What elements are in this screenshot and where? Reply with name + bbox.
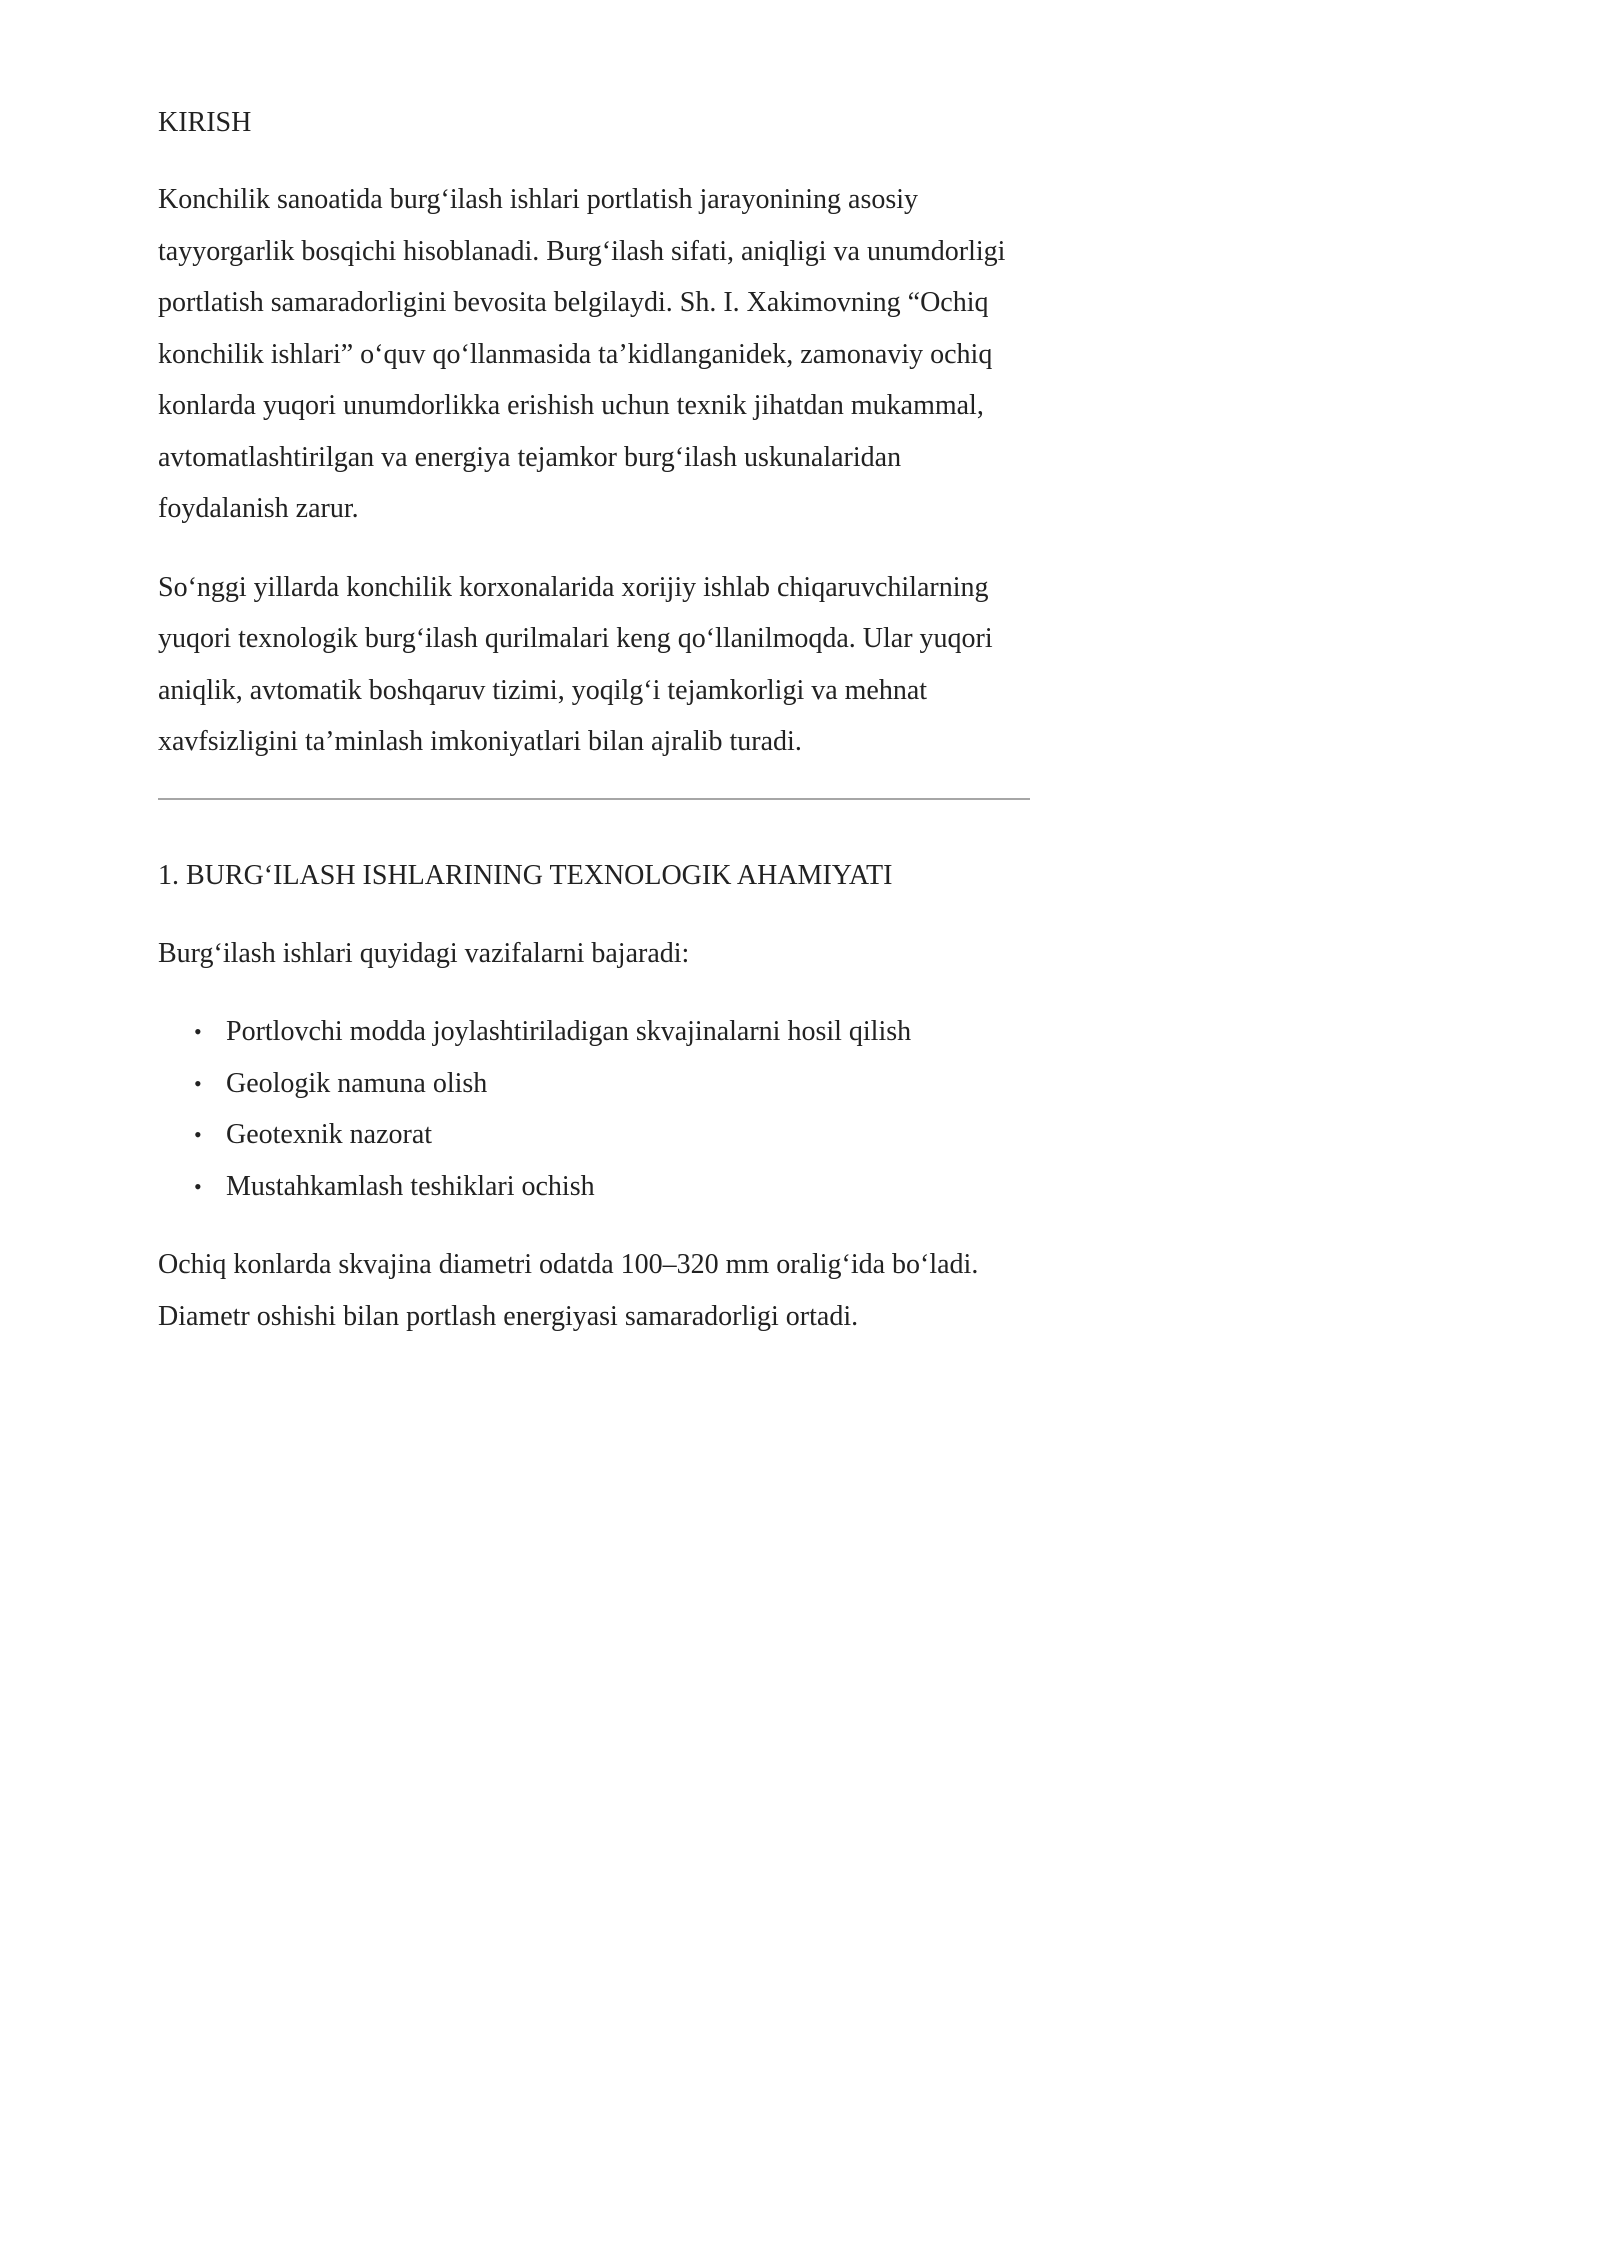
list-item-text: Portlovchi modda joylashtiriladigan skvajinalarni hosil qilish (226, 1016, 912, 1047)
list-item (158, 1161, 1030, 1213)
list-item (158, 1006, 1030, 1058)
list-item-text: Geologik namuna olish (226, 1067, 488, 1099)
list-item-text: Mustahkamlash teshiklari ochish (226, 1170, 595, 1202)
intro-paragraph: So‘nggi yillarda konchilik korxonalarida xorijiy ishlab chiqaruvchilarning yuqori texnologik burg‘ilash qurilmalari keng qo‘llanilmoqda. Ular yuqori aniqlik, avtomatik boshqaruv tizimi, yoqilg‘i tejamkorligi va mehnat xavfsizligini ta’minlash imkoniyatlari bilan ajralib turadi. (158, 571, 993, 757)
intro-heading: KIRISH (158, 107, 252, 138)
list-item (158, 1109, 1030, 1161)
document-page (158, 100, 1030, 1342)
section-closing-paragraph: Ochiq konlarda skvajina diametri odatda 100–320 mm oralig‘ida bo‘ladi. Diametr oshishi bilan portlash energiyasi samaradorligi ortadi. (158, 1249, 979, 1332)
bullet-icon: • (194, 1173, 202, 1199)
section-lead: Burg‘ilash ishlari quyidagi vazifalarni bajaradi: (158, 937, 690, 969)
bullet-icon: • (194, 1070, 202, 1096)
section-heading: 1. BURG‘ILASH ISHLARINING TEXNOLOGIK AHAMIYATI (158, 859, 893, 891)
task-list (158, 1006, 1030, 1212)
section-divider (158, 798, 1030, 800)
bullet-icon: • (194, 1019, 202, 1044)
bullet-icon: • (194, 1122, 202, 1147)
intro-paragraph: Konchilik sanoatida burg‘ilash ishlari portlatish jarayonining asosiy tayyorgarlik bosqichi hisoblanadi. Burg‘ilash sifati, aniqligi va unumdorligi portlatish samaradorligini bevosita belgilaydi. Sh. I. Xakimovning “Ochiq konchilik ishlari” o‘quv qo‘llanmasida ta’kidlanganidek, zamonaviy ochiq konlarda yuqori unumdorlikka erishish uchun texnik jihatdan mukammal, avtomatlashtirilgan va energiya tejamkor burg‘ilash uskunalaridan foydalanish zarur. (158, 184, 1006, 524)
list-item (158, 1058, 1030, 1110)
list-item-text: Geotexnik nazorat (226, 1119, 433, 1150)
